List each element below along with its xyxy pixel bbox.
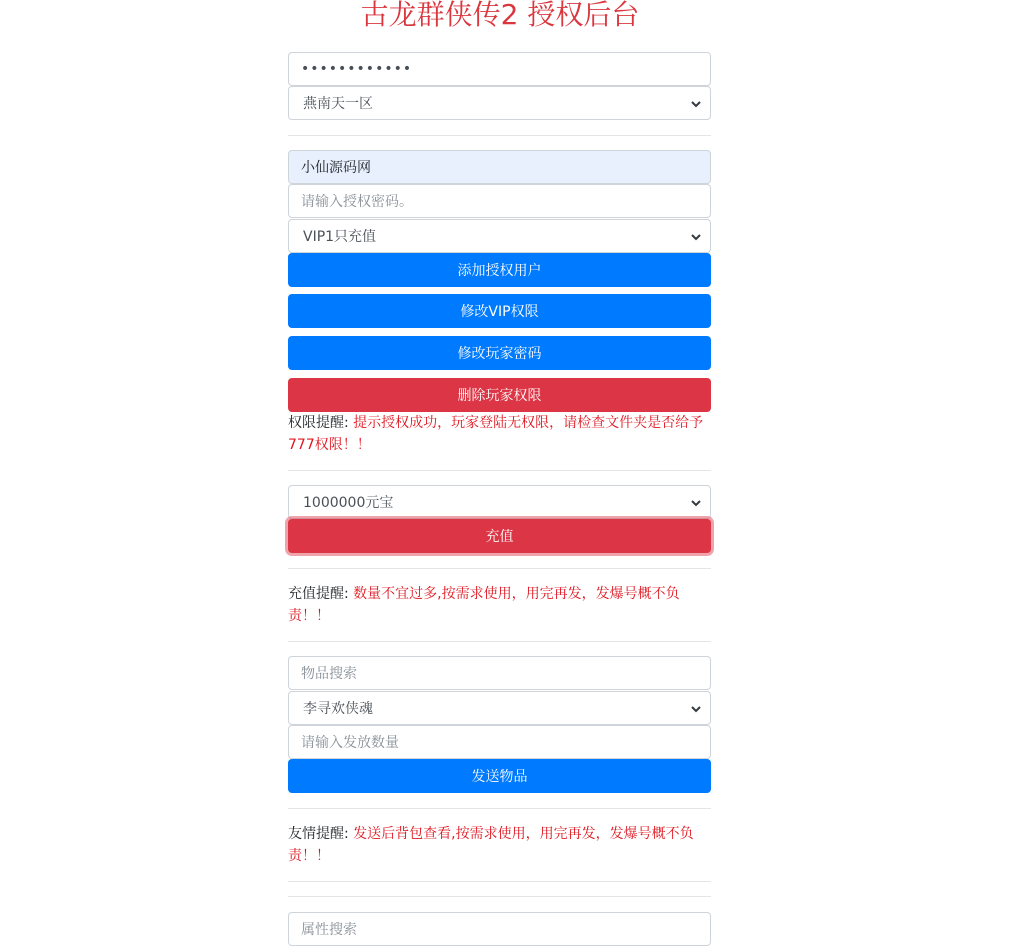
item-notice-text: 发送后背包查看,按需求使用，用完再发，发爆号概不负责！！	[288, 826, 694, 864]
chevron-down-icon	[690, 497, 702, 509]
admin-password-field[interactable]	[288, 52, 711, 86]
item-select-value: 李寻欢侠魂	[303, 701, 373, 717]
server-select[interactable]	[288, 86, 711, 120]
item-search-input[interactable]	[288, 656, 711, 690]
chevron-down-icon	[690, 231, 702, 243]
send-item-button[interactable]	[288, 759, 711, 793]
item-notice-label: 友情提醒:	[288, 826, 349, 842]
username-value: 小仙源码网	[301, 160, 371, 176]
amount-select[interactable]	[288, 485, 711, 519]
recharge-notice-label: 充值提醒:	[288, 586, 349, 602]
auth-form	[288, 0, 711, 944]
admin-password-value: ••••••••••••	[301, 61, 413, 77]
server-select-value: 燕南天一区	[303, 96, 373, 112]
delete-permission-button[interactable]	[288, 378, 711, 412]
chevron-down-icon	[690, 98, 702, 110]
divider	[288, 568, 711, 569]
item-search-placeholder: 物品搜索	[301, 666, 357, 682]
divider	[288, 135, 711, 136]
modify-password-label: 修改玩家密码	[457, 346, 542, 362]
modify-vip-button[interactable]	[288, 294, 711, 328]
recharge-label: 充值	[485, 529, 514, 545]
auth-password-placeholder: 请输入授权密码。	[301, 194, 413, 210]
item-select[interactable]	[288, 691, 711, 725]
page-title: 古龙群侠传2 授权后台	[360, 0, 640, 31]
recharge-notice-text: 数量不宜过多,按需求使用，用完再发，发爆号概不负责！！	[288, 586, 680, 624]
modify-password-button[interactable]	[288, 336, 711, 370]
send-item-label: 发送物品	[471, 769, 528, 785]
divider	[288, 470, 711, 471]
divider	[288, 881, 711, 882]
modify-vip-label: 修改VIP权限	[460, 304, 539, 320]
chevron-down-icon	[690, 703, 702, 715]
username-field[interactable]	[288, 150, 711, 184]
divider	[288, 896, 711, 897]
recharge-notice	[288, 583, 711, 627]
add-user-button[interactable]	[288, 253, 711, 287]
divider	[288, 808, 711, 809]
amount-select-value: 1000000元宝	[303, 495, 394, 511]
permission-notice-label: 权限提醒:	[288, 415, 349, 431]
add-user-label: 添加授权用户	[457, 263, 542, 279]
quantity-input[interactable]	[288, 725, 711, 759]
attribute-search-placeholder: 属性搜索	[301, 922, 357, 938]
vip-select-value: VIP1只充值	[303, 229, 377, 245]
attribute-search-input[interactable]	[288, 912, 711, 946]
delete-permission-label: 删除玩家权限	[457, 388, 542, 404]
permission-notice-text: 提示授权成功，玩家登陆无权限，请检查文件夹是否给予777权限！！	[288, 415, 704, 453]
auth-password-input[interactable]	[288, 184, 711, 218]
divider	[288, 641, 711, 642]
quantity-placeholder: 请输入发放数量	[301, 735, 399, 751]
recharge-button[interactable]	[288, 519, 711, 553]
permission-notice	[288, 412, 711, 456]
vip-select[interactable]	[288, 219, 711, 253]
item-notice	[288, 823, 711, 867]
